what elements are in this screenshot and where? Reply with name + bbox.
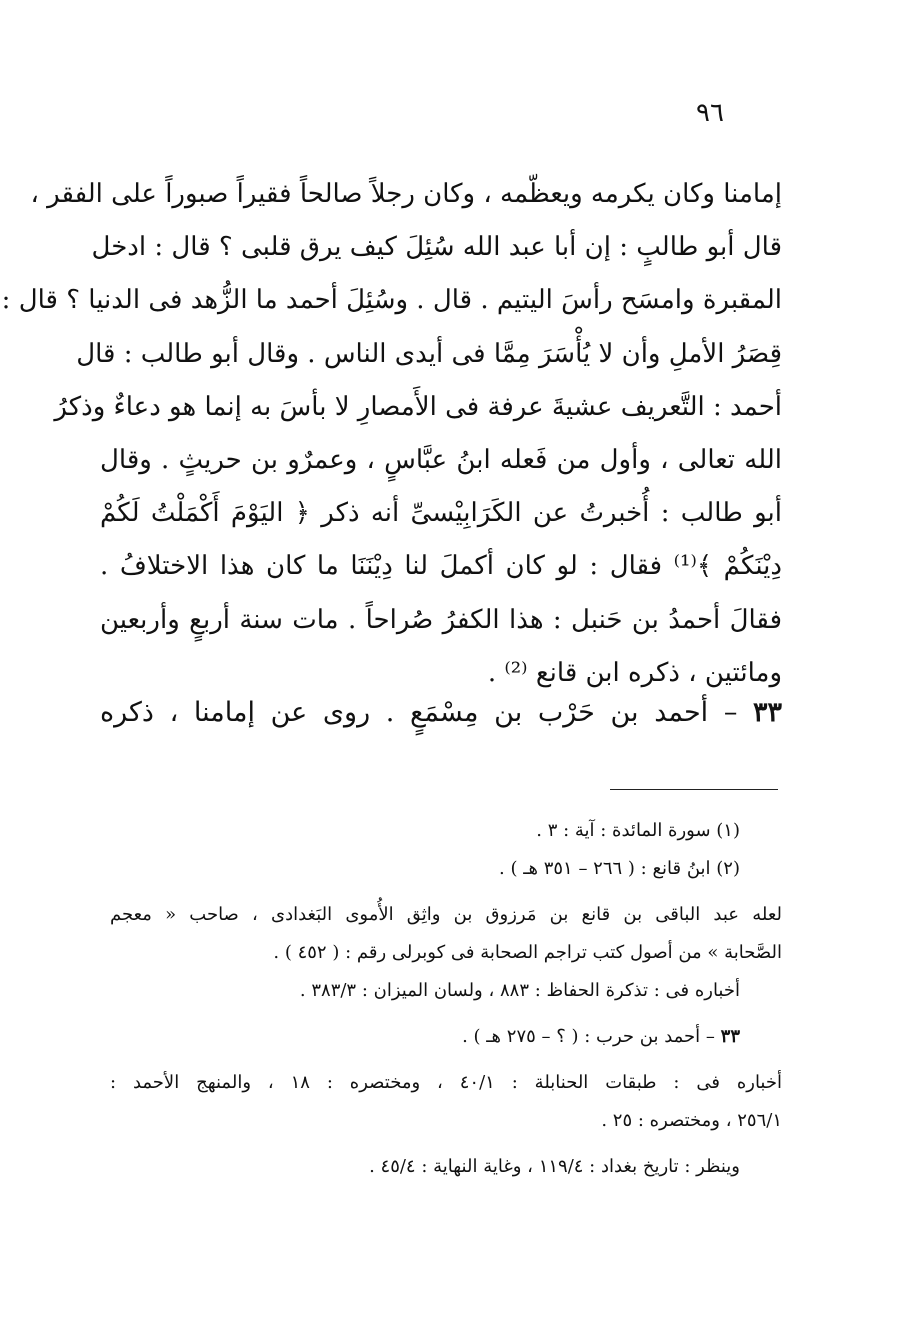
entry-33-note-title: – أحمد بن حرب : ( ؟ – ٢٧٥ هـ ) . [462,1026,715,1047]
footnote-separator [610,789,778,790]
main-paragraph [1,168,782,700]
paragraph-line: قال أبو طالبٍ : إن أبا عبد الله سُئِلَ كيف يرق قلبى ؟ قال : ادخل [91,232,782,263]
paragraph-line: ومائتين ، ذكره ابن قانع ⁽²⁾ . [487,657,782,688]
entry-number: ٣٣ [753,697,783,728]
footnote-2-sources: أخباره فى : تذكرة الحفاظ : ٨٨٣ ، ولسان الميزان : ٣٨٣/٣ . [299,980,740,1001]
entry-33-sources: أخباره فى : طبقات الحنابلة : ٤٠/١ ، ومختصره : ١٨ ، والمنهج الأحمد : [110,1072,782,1093]
biography-entry-heading [100,686,782,740]
page-number: ٩٦ [696,98,724,128]
paragraph-line: قِصَرُ الأملِ وأن لا يُأْسَرَ مِمَّا فى أيدى الناس . وقال أبو طالب : قال [76,338,782,369]
paragraph-line: إمامنا وكان يكرمه ويعظّمه ، وكان رجلاً صالحاً فقيراً صبوراً على الفقر ، [30,179,782,209]
footnote-2: (٢) ابنُ قانع : ( ٢٦٦ – ٣٥١ هـ ) . [499,858,740,879]
entry-33-note-heading [110,1018,782,1056]
paragraph-line: فقالَ أحمدُ بن حَنبل : هذا الكفرُ صُراحاً . مات سنة أربعٍ وأربعين [100,604,782,635]
paragraph-line: المقبرة وامسَح رأسَ اليتيم . قال . وسُئِلَ أحمد ما الزُّهد فى الدنيا ؟ قال : [1,285,782,316]
entry-33-note-number: ٣٣ [720,1026,740,1047]
footnote-1: (١) سورة المائدة : آية : ٣ . [536,820,740,841]
entry-33-sources-continued: ٢٥٦/١ ، ومختصره : ٢٥ . [601,1110,782,1131]
paragraph-line: دِيْنَكُمْ ﴾⁽¹⁾ فقال : لو كان أكملَ لنا دِيْنَنَا ما كان هذا الاختلافُ . [100,551,782,582]
footnote-2-detail-continued: الصَّحابة » من أصول كتب تراجم الصحابة فى كوبرلى رقم : ( ٤٥٢ ) . [273,942,782,963]
paragraph-line: الله تعالى ، وأول من فَعله ابنُ عبَّاسٍ ، وعمرٌو بن حريثٍ . وقال [100,444,782,475]
paragraph-line: أبو طالب : أُخبرتُ عن الكَرَابِيْسىِّ أنه ذكر ﴿ اليَوْمَ أَكْمَلْتُ لَكُمْ [100,498,782,529]
entry-text: – أحمد بن حَرْب بن مِسْمَعٍ . روى عن إمامنا ، ذكره [100,697,738,728]
footnote-2-detail: لعله عبد الباقى بن قانع بن مَرزوق بن واثِق الأُموى البَغدادى ، صاحب « معجم [110,904,782,925]
footnotes [110,812,782,1186]
paragraph-line: أحمد : التَّعريف عشيةَ عرفة فى الأَمصارِ لا بأسَ به إنما هو دعاءٌ وذكرُ [54,391,782,422]
entry-33-see-also: وينظر : تاريخ بغداد : ١١٩/٤ ، وغاية النهاية : ٤٥/٤ . [369,1156,740,1177]
